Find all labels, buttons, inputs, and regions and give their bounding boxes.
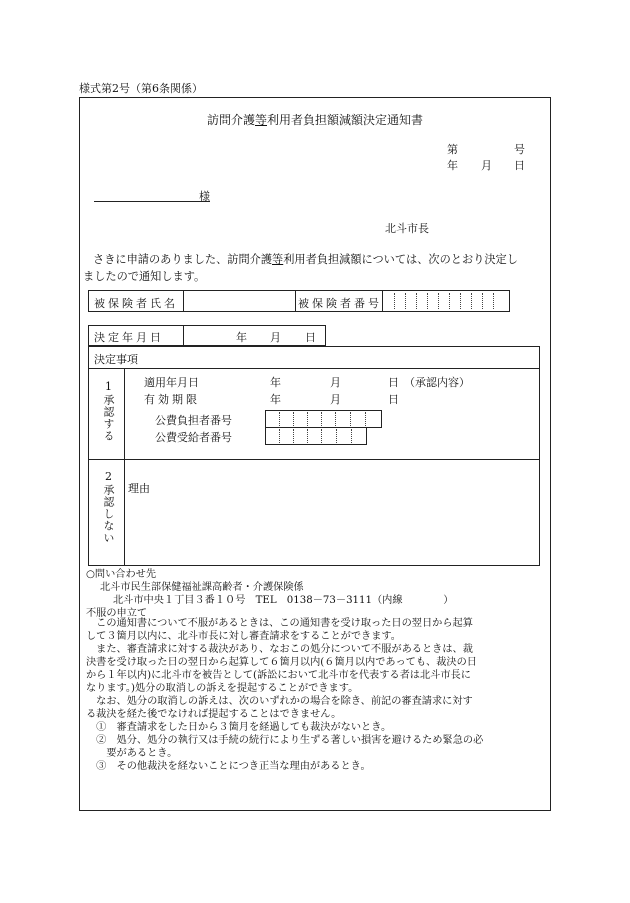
public-recipient-number-label: 公費受給者番号 [155, 431, 232, 444]
valid-period-label: 有効期限 [144, 393, 200, 406]
insured-name-field[interactable] [186, 291, 293, 311]
notice-line: ③ その他裁決を経ないことにつき正当な理由があるとき。 [86, 761, 371, 772]
decision-items-label: 決定事項 [94, 353, 138, 366]
contact-heading: ○問い合わせ先 [86, 569, 157, 580]
decision-date-day: 日 [305, 331, 316, 344]
reject-label: 2承認しない [102, 470, 115, 544]
appeal-notice [86, 617, 546, 773]
apply-date-label: 適用年月日 [144, 376, 199, 389]
reason-field[interactable] [126, 496, 536, 562]
approve-label: 1承認する [102, 380, 115, 442]
intro-line-1: さきに申請のありました、訪問介護等利用者負担減額については、次のとおり決定し [93, 253, 518, 266]
notice-line: 要があるとき。 [86, 748, 178, 759]
addressee-suffix: 様 [199, 190, 210, 203]
decision-date-month: 月 [270, 331, 281, 344]
decision-date-year: 年 [236, 331, 247, 344]
notice-line: から１年以内)に北斗市を被告として(訴訟において北斗市を代表する者は北斗市長に [86, 670, 471, 681]
issue-date-year: 年 [447, 159, 458, 172]
intro-line-2: ましたので通知します。 [83, 270, 206, 283]
notice-line: なお、処分の取消しの訴えは、次のいずれかの場合を除き、前記の審査請求に対す [86, 696, 473, 707]
notice-line: ② 処分、処分の執行又は手続の続行により生ずる著しい損害を避けるため緊急の必 [86, 735, 484, 746]
issue-date-day: 日 [514, 159, 525, 172]
doc-number-suffix: 号 [514, 143, 525, 156]
addressee-line [94, 201, 210, 202]
notice-line: して３箇月以内に、北斗市長に対し審査請求をすることができます。 [86, 631, 401, 642]
form-label: 様式第2号（第6条関係） [79, 82, 203, 95]
contact-address: 北斗市中央１丁目３番１０号 TEL 0138－73－3111（内線 ） [113, 595, 454, 606]
decision-date-label: 決定年月日 [94, 331, 164, 344]
notice-line: なります。)処分の取消しの訴えを提起することができます。 [86, 683, 359, 694]
notice-line: この通知書について不服があるときは、この通知書を受け取った日の翌日から起算 [86, 618, 473, 629]
notice-line: 決書を受け取った日の翌日から起算して６箇月以内(６箇月以内であっても、裁決の日 [86, 657, 477, 668]
approval-content-label: （承認内容） [404, 376, 470, 389]
reason-label: 理由 [128, 482, 150, 495]
insured-number-field[interactable] [384, 291, 508, 311]
contact-department: 北斗市民生部保健福祉課高齢者・介護保険係 [100, 582, 304, 593]
notice-line: る裁決を経た後でなければ提起することはできません。 [86, 709, 342, 720]
issuer-name: 北斗市長 [385, 222, 429, 235]
notice-line: ① 審査請求をした日から３箇月を経過しても裁決がないとき。 [86, 722, 392, 733]
notice-line: また、審査請求に対する裁決があり、なおこの処分について不服があるときは、裁 [86, 644, 473, 655]
document-title: 訪問介護等利用者負担額減額決定通知書 [206, 113, 424, 127]
issue-date-month: 月 [481, 159, 492, 172]
public-payer-number-label: 公費負担者番号 [155, 414, 232, 427]
appeal-heading: 不服の申立て [86, 608, 148, 619]
insured-name-label: 被保険者氏名 [94, 297, 178, 310]
insured-number-label: 被保険者番号 [298, 297, 382, 310]
doc-number-prefix: 第 [447, 143, 458, 156]
